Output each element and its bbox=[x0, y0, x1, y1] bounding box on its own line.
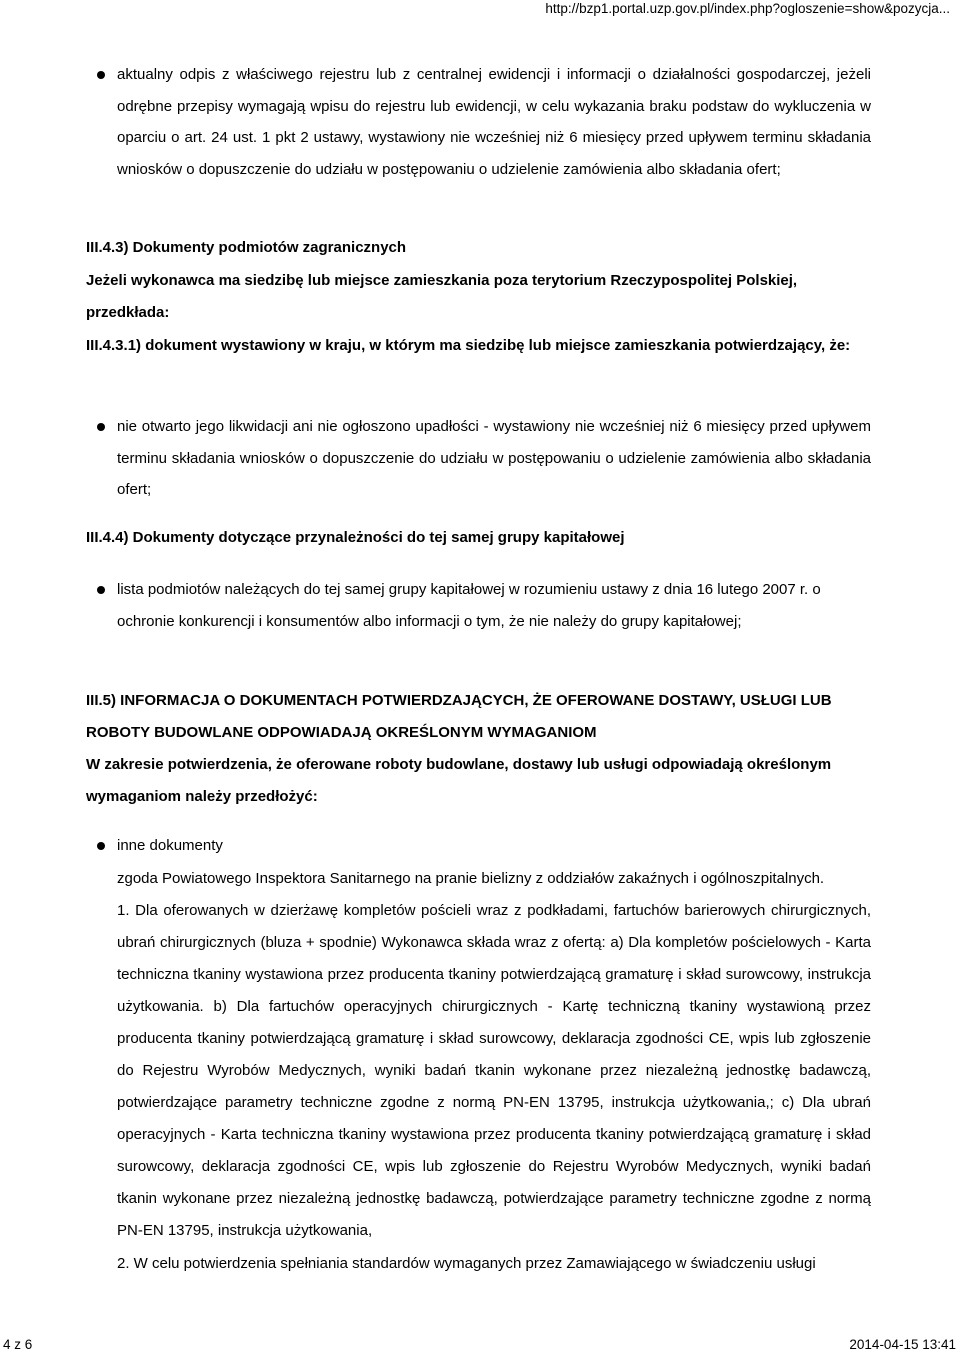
section-intro-III-5: W zakresie potwierdzenia, że oferowane roboty budowlane, dostawy lub usługi odpowiadają określonym wymaganiom należy przedłożyć: bbox=[86, 756, 832, 805]
bullet-icon bbox=[97, 71, 105, 79]
section-heading-III-4-3: III.4.3) Dokumenty podmiotów zagranicznych bbox=[86, 239, 407, 256]
section-heading-III-5: III.5) INFORMACJA O DOKUMENTACH POTWIERDZAJĄCYCH, ŻE OFEROWANE DOSTAWY, USŁUGI LUB ROBOTY BUDOWLANE ODPOWIADAJĄ OKREŚLONYM WYMAGANIOM bbox=[86, 692, 832, 741]
other-documents-text-2: 1. Dla oferowanych w dzierżawę kompletów pościeli wraz z podkładami, fartuchów barierowych chirurgicznych, ubrań chirurgicznych (bluza + spodnie) Wykonawca składa wraz z ofertą: a) Dla kompletów pościelowych - Karta techniczna tkaniny wystawiona przez producenta tkaniny potwierdzającą gramaturę i skład surowcowy, instrukcja użytkowania. b) Dla fartuchów operacyjnych chirurgicznych - Kartę techniczną tkaniny wystawioną przez producenta tkaniny potwierdzającą gramaturę i skład surowcowy, deklaracja zgodności CE, wpis lub zgłoszenie do Rejestru Wyrobów Medycznych, wyniki badań tkanin wykonane przez niezależną jednostkę badawczą, potwierdzające parametry techniczne zgodne z normą PN-EN 13795, instrukcja użytkowania,; c) Dla ubrań operacyjnych - Karta techniczna tkaniny wystawiona przez producenta tkaniny potwierdzającą gramaturę i skład surowcowy, deklaracja zgodności CE, wpis lub zgłoszenie do Rejestru Wyrobów Medycznych, wyniki badań tkanin wykonane przez niezależną jednostkę badawczą, potwierdzające parametry techniczne zgodne z normą PN-EN 13795, instrukcja użytkowania, bbox=[117, 902, 871, 1239]
bullet-icon bbox=[97, 842, 105, 850]
section-intro-III-4-3: Jeżeli wykonawca ma siedzibę lub miejsce zamieszkania poza terytorium Rzeczypospolitej Polskiej, przedkłada: bbox=[86, 272, 798, 321]
section-heading-III-4-4: III.4.4) Dokumenty dotyczące przynależności do tej samej grupy kapitałowej bbox=[86, 529, 625, 546]
list-item-text: aktualny odpis z właściwego rejestru lub z centralnej ewidencji i informacji o działalności gospodarczej, jeżeli odrębne przepisy wymagają wpisu do rejestru lub ewidencji, w celu wykazania braku podstaw do wykluczenia w oparciu o art. 24 ust. 1 pkt 2 ustawy, wystawiony nie wcześniej niż 6 miesięcy przed upływem terminu składania wniosków o dopuszczenie do udziału w postępowaniu o udzielenie zamówienia albo składania ofert; bbox=[117, 66, 871, 178]
section-heading-III-4-3-1: III.4.3.1) dokument wystawiony w kraju, w którym ma siedzibę lub miejsce zamieszkania potwierdzający, że: bbox=[86, 337, 851, 354]
page-url-header: http://bzp1.portal.uzp.gov.pl/index.php?ogloszenie=show&pozycja... bbox=[545, 1, 950, 16]
bullet-icon bbox=[97, 586, 105, 594]
other-documents-text-3: 2. W celu potwierdzenia spełniania standardów wymaganych przez Zamawiającego w świadczeniu usługi bbox=[117, 1255, 816, 1272]
print-datetime-footer: 2014-04-15 13:41 bbox=[849, 1337, 956, 1352]
list-item-liquidation bbox=[86, 411, 871, 506]
list-item-text: nie otwarto jego likwidacji ani nie ogłoszono upadłości - wystawiony nie wcześniej niż 6 miesięcy przed upływem terminu składania wniosków o dopuszczenie do udziału w postępowaniu o udzielenie zamówienia albo składania ofert; bbox=[117, 418, 871, 498]
bullet-icon bbox=[97, 423, 105, 431]
other-documents-text-1: zgoda Powiatowego Inspektora Sanitarnego na pranie bielizny z oddziałów zakaźnych i ogólnoszpitalnych. bbox=[117, 870, 825, 887]
list-item-text: lista podmiotów należących do tej samej grupy kapitałowej w rozumieniu ustawy z dnia 16 lutego 2007 r. o ochronie konkurencji i konsumentów albo informacji o tym, że nie należy do grupy kapitałowej; bbox=[117, 581, 821, 630]
list-item-capital-group bbox=[86, 574, 871, 637]
list-item-other-documents bbox=[86, 830, 871, 862]
page-number-footer: 4 z 6 bbox=[3, 1337, 33, 1352]
list-item-text: inne dokumenty bbox=[117, 837, 223, 854]
list-item-registry-extract bbox=[86, 59, 871, 185]
